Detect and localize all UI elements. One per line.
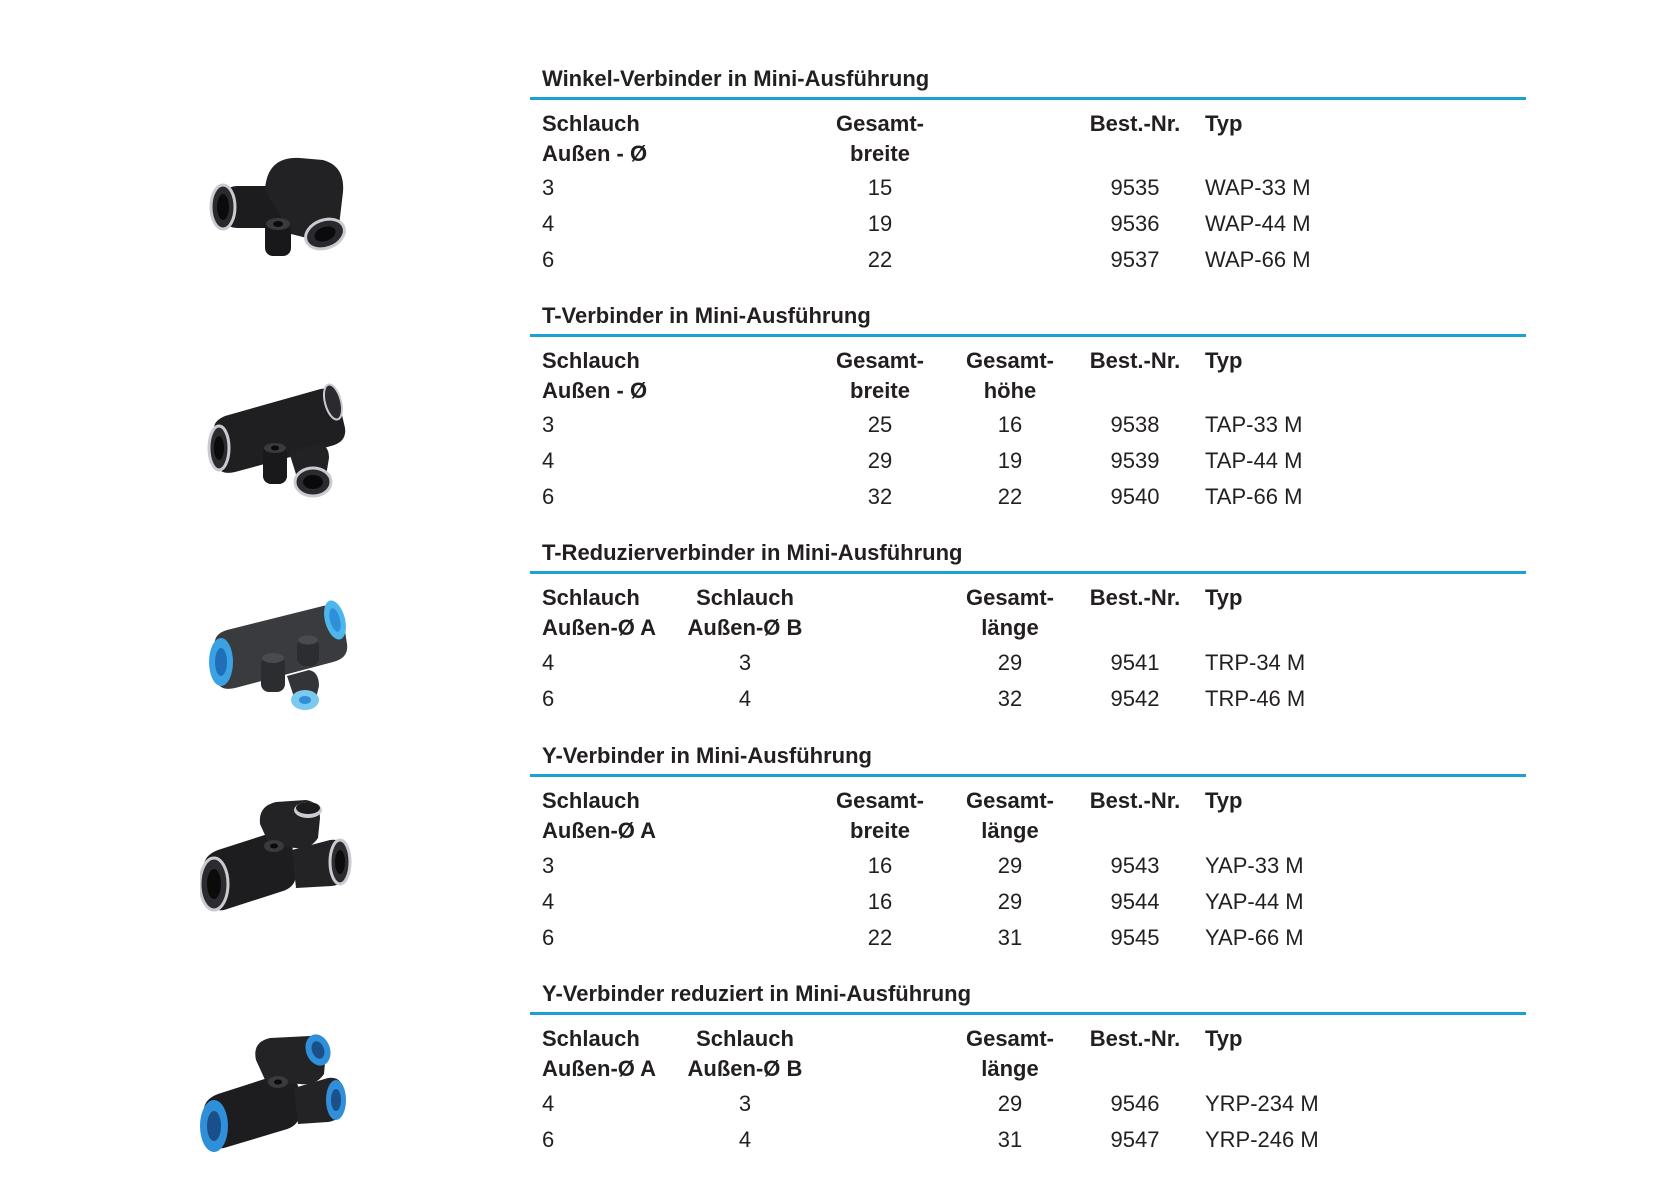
- header-schlauch-line2: Außen - Ø: [542, 378, 648, 403]
- table-cell: 29: [997, 889, 1023, 914]
- table-cell: 16: [997, 412, 1023, 437]
- table-cell: 31: [997, 925, 1023, 950]
- table-cell: 9546: [1110, 1091, 1160, 1116]
- table-cell: WAP-44 M: [1205, 211, 1311, 236]
- table-cell: 9547: [1110, 1127, 1160, 1152]
- table-cell: 9545: [1110, 925, 1160, 950]
- table-cell: 29: [997, 1091, 1023, 1116]
- header-gesamtlaenge-line2: länge: [981, 615, 1039, 640]
- header-schlauch-line1: Schlauch: [542, 788, 640, 813]
- table-cell: 31: [997, 1127, 1023, 1152]
- header-gesamtlaenge-line1: Gesamt-: [965, 1026, 1055, 1051]
- section-title: Y-Verbinder in Mini-Ausführung: [542, 743, 872, 768]
- header-bestnr: Best.-Nr.: [1089, 788, 1181, 813]
- section-divider: [530, 571, 1526, 574]
- t-reducer-connector-icon: [205, 590, 365, 720]
- table-cell: 16: [867, 853, 893, 878]
- header-gesamtlaenge-line1: Gesamt-: [965, 788, 1055, 813]
- header-gesamtbreite-line2: breite: [850, 378, 910, 403]
- header-bestnr: Best.-Nr.: [1089, 585, 1181, 610]
- table-cell: 9535: [1110, 175, 1160, 200]
- table-cell: 9544: [1110, 889, 1160, 914]
- table-cell: 4: [542, 889, 555, 914]
- table-cell: 9542: [1110, 686, 1160, 711]
- header-typ: Typ: [1205, 788, 1243, 813]
- table-cell: 22: [867, 925, 893, 950]
- table-cell: 22: [997, 484, 1023, 509]
- header-bestnr: Best.-Nr.: [1089, 348, 1181, 373]
- table-cell: 4: [738, 686, 752, 711]
- header-gesamtbreite-line1: Gesamt-: [835, 788, 925, 813]
- section-title: T-Reduzierverbinder in Mini-Ausführung: [542, 540, 963, 565]
- table-cell: 3: [542, 175, 555, 200]
- table-cell: 3: [738, 650, 752, 675]
- header-bestnr: Best.-Nr.: [1089, 111, 1181, 136]
- table-cell: 29: [867, 448, 893, 473]
- table-cell: YRP-234 M: [1205, 1091, 1319, 1116]
- section-title: Winkel-Verbinder in Mini-Ausführung: [542, 66, 930, 91]
- table-cell: 9536: [1110, 211, 1160, 236]
- section-title: Y-Verbinder reduziert in Mini-Ausführung: [542, 981, 972, 1006]
- header-typ: Typ: [1205, 1026, 1243, 1051]
- y-reducer-connector-icon: [200, 1030, 360, 1160]
- table-cell: WAP-66 M: [1205, 247, 1311, 272]
- table-cell: 9537: [1110, 247, 1160, 272]
- header-gesamtbreite-line1: Gesamt-: [835, 111, 925, 136]
- table-cell: 6: [542, 925, 555, 950]
- table-cell: 15: [867, 175, 893, 200]
- header-typ: Typ: [1205, 111, 1243, 136]
- table-cell: 4: [542, 211, 555, 236]
- table-cell: TRP-34 M: [1205, 650, 1306, 675]
- header-bestnr: Best.-Nr.: [1089, 1026, 1181, 1051]
- section-divider: [530, 97, 1526, 100]
- table-cell: TAP-66 M: [1205, 484, 1303, 509]
- table-cell: 32: [997, 686, 1023, 711]
- header-gesamtbreite-line1: Gesamt-: [835, 348, 925, 373]
- section-divider: [530, 1012, 1526, 1015]
- table-cell: WAP-33 M: [1205, 175, 1311, 200]
- table-cell: YRP-246 M: [1205, 1127, 1319, 1152]
- table-cell: 29: [997, 853, 1023, 878]
- section-title: T-Verbinder in Mini-Ausführung: [542, 303, 871, 328]
- header-gesamthoehe-line2: höhe: [983, 378, 1037, 403]
- header-schlauch-a-line1: Schlauch: [542, 585, 640, 610]
- section-divider: [530, 774, 1526, 777]
- table-cell: TAP-33 M: [1205, 412, 1303, 437]
- table-cell: 16: [867, 889, 893, 914]
- header-gesamtlaenge-line1: Gesamt-: [965, 585, 1055, 610]
- table-cell: 4: [542, 448, 555, 473]
- header-schlauch-line1: Schlauch: [542, 348, 640, 373]
- header-gesamtlaenge-line2: länge: [981, 818, 1039, 843]
- header-schlauch-a-line2: Außen-Ø A: [542, 1056, 657, 1081]
- table-cell: 29: [997, 650, 1023, 675]
- table-cell: 3: [542, 853, 555, 878]
- y-connector-icon: [200, 798, 360, 928]
- header-schlauch-a-line2: Außen-Ø A: [542, 615, 657, 640]
- table-cell: 3: [738, 1091, 752, 1116]
- header-typ: Typ: [1205, 585, 1243, 610]
- table-cell: YAP-33 M: [1205, 853, 1304, 878]
- table-cell: 4: [738, 1127, 752, 1152]
- table-cell: 19: [997, 448, 1023, 473]
- table-cell: 4: [542, 1091, 555, 1116]
- table-cell: 19: [867, 211, 893, 236]
- header-schlauch-b-line2: Außen-Ø B: [687, 615, 803, 640]
- header-typ: Typ: [1205, 348, 1243, 373]
- table-cell: 9539: [1110, 448, 1160, 473]
- table-cell: 9541: [1110, 650, 1160, 675]
- header-gesamtbreite-line2: breite: [850, 818, 910, 843]
- header-gesamthoehe-line1: Gesamt-: [965, 348, 1055, 373]
- section-divider: [530, 334, 1526, 337]
- header-schlauch-line2: Außen - Ø: [542, 141, 648, 166]
- table-cell: 9540: [1110, 484, 1160, 509]
- header-schlauch-b-line1: Schlauch: [696, 1026, 794, 1051]
- table-cell: 3: [542, 412, 555, 437]
- header-gesamtlaenge-line2: länge: [981, 1056, 1039, 1081]
- table-cell: 9543: [1110, 853, 1160, 878]
- table-cell: 9538: [1110, 412, 1160, 437]
- table-cell: TRP-46 M: [1205, 686, 1306, 711]
- table-cell: TAP-44 M: [1205, 448, 1303, 473]
- header-schlauch-b-line2: Außen-Ø B: [687, 1056, 803, 1081]
- header-schlauch-line2: Außen-Ø A: [542, 818, 657, 843]
- table-cell: 6: [542, 484, 555, 509]
- table-cell: 25: [867, 412, 893, 437]
- header-schlauch-a-line1: Schlauch: [542, 1026, 640, 1051]
- t-connector-icon: [205, 372, 365, 502]
- table-cell: YAP-66 M: [1205, 925, 1304, 950]
- table-cell: 6: [542, 247, 555, 272]
- header-gesamtbreite-line2: breite: [850, 141, 910, 166]
- table-cell: 22: [867, 247, 893, 272]
- header-schlauch-b-line1: Schlauch: [696, 585, 794, 610]
- table-cell: YAP-44 M: [1205, 889, 1304, 914]
- table-cell: 6: [542, 1127, 555, 1152]
- header-schlauch-line1: Schlauch: [542, 111, 640, 136]
- table-cell: 32: [867, 484, 893, 509]
- elbow-connector-icon: [205, 152, 365, 262]
- table-cell: 6: [542, 686, 555, 711]
- table-cell: 4: [542, 650, 555, 675]
